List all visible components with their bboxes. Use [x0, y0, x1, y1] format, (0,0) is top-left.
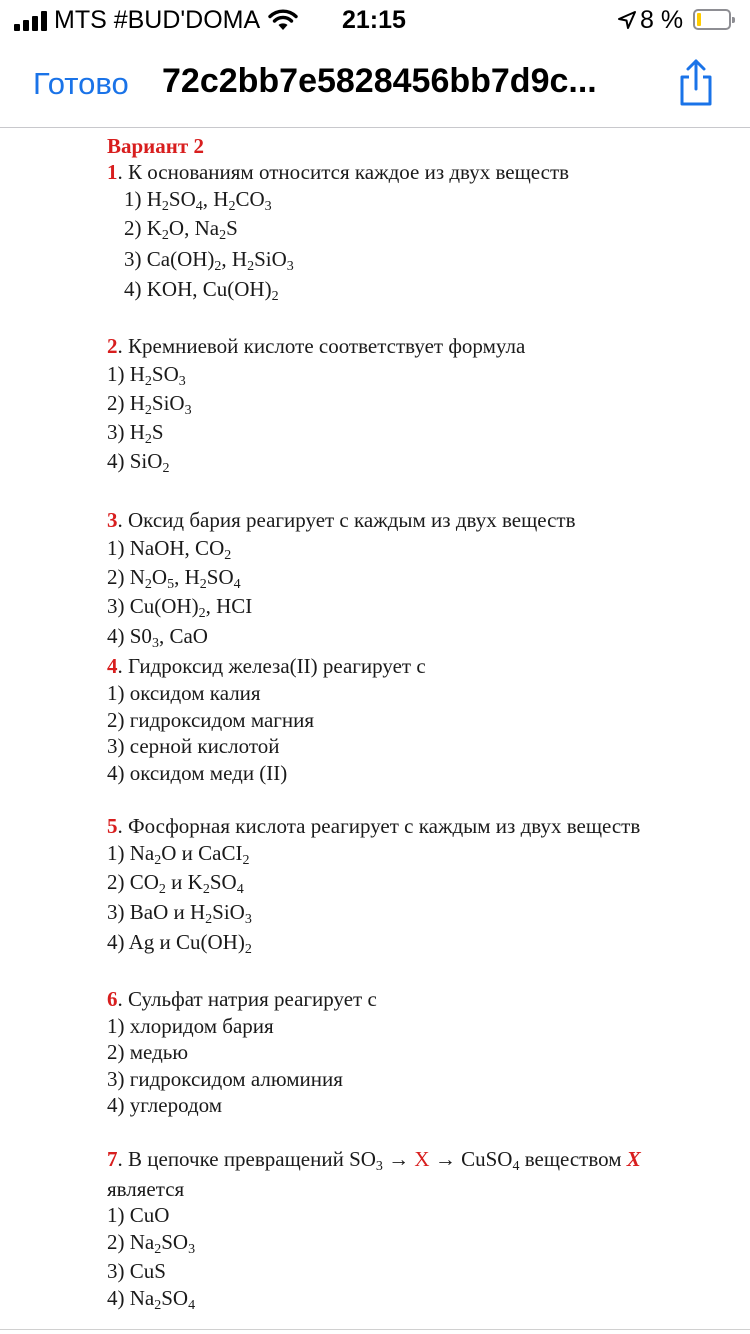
status-bar	[0, 0, 750, 42]
answer-option: 2) $K_2O$, $Na_2S$	[124, 216, 238, 243]
question-text: . Оксид бария реагирует с каждым из двух веществ	[117, 508, 576, 532]
question-number: 3	[107, 508, 118, 532]
question-7	[107, 1147, 641, 1174]
answer-option: 4) SiO$_2$	[107, 449, 170, 476]
answer-option: 4) оксидом меди (II)	[107, 761, 288, 785]
clock: 21:15	[342, 6, 406, 34]
question-5	[107, 816, 640, 837]
question-text: . Кремниевой кислоте соответствует формула	[117, 334, 526, 358]
document-content[interactable]	[0, 128, 750, 1334]
question-text-continued: является	[107, 1177, 185, 1201]
answer-option: 3) гидроксидом алюминия	[107, 1067, 343, 1091]
answer-option: 3) серной кислотой	[107, 734, 280, 758]
answer-option: 3) $Ca(OH)_2$, $H_2SiO_3$	[124, 247, 294, 274]
answer-option: 3) CuS	[107, 1259, 166, 1283]
answer-option: 4) KOH, $Cu(OH)_2$	[124, 277, 279, 304]
answer-option: 1) NaOH, $CO_2$	[107, 536, 232, 563]
bottom-divider	[0, 1329, 750, 1330]
signal-bars-icon	[14, 11, 50, 31]
variant-heading: Вариант 2	[107, 134, 204, 158]
question-6	[107, 989, 377, 1010]
answer-option: 1) $H_2SO_3$	[107, 362, 186, 389]
answer-option: 2) $CO_2$ и $K_2SO_4$	[107, 870, 244, 897]
answer-option: 4) $S0_3$, CaO	[107, 624, 208, 651]
answer-option: 4) $Na_2SO_4$	[107, 1286, 196, 1313]
answer-option: 2) $Na_2SO_3$	[107, 1230, 196, 1257]
question-number: 6	[107, 987, 118, 1011]
question-number: 5	[107, 814, 118, 838]
question-number: 1	[107, 160, 118, 184]
document-title: 72c2bb7e5828456bb7d9c...	[162, 62, 597, 100]
answer-option: 1) CuO	[107, 1203, 170, 1227]
question-4	[107, 656, 426, 677]
answer-option: 3) $H_2S$	[107, 420, 164, 447]
question-number: 4	[107, 654, 118, 678]
unknown-x-emphasis: X	[626, 1147, 641, 1171]
question-number: 7	[107, 1147, 118, 1171]
battery-percent: 8 %	[640, 6, 684, 34]
question-1	[107, 162, 569, 183]
carrier-name: MTS #BUD'DOMA	[54, 6, 261, 34]
answer-option: 1) хлоридом бария	[107, 1014, 274, 1038]
question-3	[107, 510, 576, 531]
done-button[interactable]: Готово	[33, 66, 129, 101]
answer-option: 4) Ag и $Cu(OH)_2$	[107, 930, 252, 957]
answer-option: 4) углеродом	[107, 1093, 223, 1117]
battery-nub	[732, 17, 735, 23]
navigation-bar	[0, 42, 750, 128]
question-2	[107, 336, 525, 357]
question-text: . К основаниям относится каждое из двух веществ	[117, 160, 570, 184]
answer-option: 3) BaO и $H_2SiO_3$	[107, 900, 252, 927]
battery-icon	[693, 9, 731, 30]
answer-option: 1) $H_2SO_4$, $H_2CO_3$	[124, 187, 272, 214]
answer-option: 3) $Cu(OH)_2$, HCI	[107, 594, 253, 621]
answer-option: 2) гидроксидом магния	[107, 708, 315, 732]
question-text-middle: → CuSO$_4$ веществом	[429, 1147, 627, 1174]
question-text: . Гидроксид железа(II) реагирует с	[117, 654, 426, 678]
share-icon[interactable]	[676, 58, 716, 108]
question-text: . Фосфорная кислота реагирует с каждым из двух веществ	[117, 814, 641, 838]
battery-fill	[697, 13, 701, 26]
answer-option: 1) оксидом калия	[107, 681, 261, 705]
question-text: . В цепочке превращений $SO_3$ →	[117, 1147, 415, 1174]
location-arrow-icon	[617, 10, 637, 30]
question-text: . Сульфат натрия реагирует с	[117, 987, 377, 1011]
wifi-icon	[268, 8, 298, 32]
answer-option: 1) $Na_2O$ и CaCI$_2$	[107, 841, 250, 868]
answer-option: 2) медью	[107, 1040, 189, 1064]
answer-option: 2) $N_2O_5$, $H_2SO_4$	[107, 565, 241, 592]
question-number: 2	[107, 334, 118, 358]
answer-option: 2) $H_2SiO_3$	[107, 391, 192, 418]
unknown-x: X	[414, 1147, 430, 1171]
